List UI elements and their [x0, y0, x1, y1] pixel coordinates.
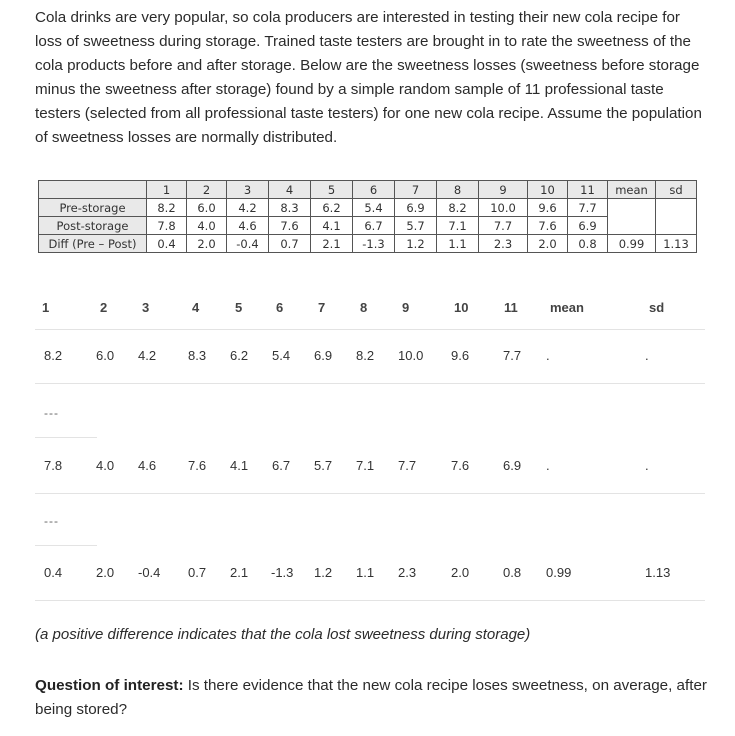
column-header: 9: [402, 300, 410, 315]
cell: 4.0: [187, 217, 227, 235]
cell: 8.3: [188, 348, 207, 363]
cell: 7.7: [568, 199, 608, 217]
mean-cell: .: [546, 348, 550, 363]
column-header: 6: [276, 300, 284, 315]
cell: 1.2: [314, 565, 333, 580]
sd-cell: [656, 199, 697, 217]
image-table-header: 2: [187, 181, 227, 199]
sd-cell: .: [645, 348, 649, 363]
question-label: Question of interest:: [35, 677, 184, 694]
cell: 8.2: [44, 348, 63, 363]
image-table-header: 11: [568, 181, 608, 199]
row-label: Post-storage: [39, 217, 147, 235]
cell: 2.3: [479, 235, 528, 253]
image-table-header: 8: [437, 181, 479, 199]
row-label: Pre-storage: [39, 199, 147, 217]
cell: 6.9: [314, 348, 333, 363]
cell: 7.8: [44, 458, 63, 473]
cell: 8.3: [269, 199, 311, 217]
image-table-header: mean: [608, 181, 656, 199]
image-table-header: 4: [269, 181, 311, 199]
data-table-image: [38, 180, 697, 253]
cell: -0.4: [227, 235, 269, 253]
image-table-header: 5: [311, 181, 353, 199]
image-table-corner: [39, 181, 147, 199]
image-table-header: sd: [656, 181, 697, 199]
cell: 4.6: [138, 458, 157, 473]
data-table-html: [35, 296, 705, 601]
cell: 10.0: [398, 348, 424, 363]
cell: 9.6: [528, 199, 568, 217]
column-header: 8: [360, 300, 368, 315]
cell: 4.2: [227, 199, 269, 217]
row-label: Diff (Pre – Post): [39, 235, 147, 253]
intro-paragraph: Cola drinks are very popular, so cola producers are interested in testing their new cola recipe for loss of sweetness during storage. Trained taste testers are brought in to rate the sweetness of the cola products before and after storage. Below are the sweetness losses (sweetness before storage minus the sweetness after storage) found by a simple random sample of 11 professional taste testers (selected from all professional taste testers) for one new cola recipe. Assume the population of sweetness losses are normally distributed.: [35, 9, 702, 146]
cell: 6.2: [311, 199, 353, 217]
cell: 6.0: [187, 199, 227, 217]
cell: 2.1: [311, 235, 353, 253]
sd-cell: .: [645, 458, 649, 473]
cell: 2.0: [187, 235, 227, 253]
footnote: (a positive difference indicates that the cola lost sweetness during storage): [35, 626, 531, 643]
cell: 10.0: [479, 199, 528, 217]
cell: -1.3: [271, 565, 294, 580]
column-header: 4: [192, 300, 200, 315]
cell: -0.4: [138, 565, 161, 580]
row-divider: [35, 383, 705, 384]
cell: 7.7: [479, 217, 528, 235]
cell: 9.6: [451, 348, 470, 363]
column-header: 3: [142, 300, 150, 315]
row-divider: [35, 600, 705, 601]
cell: 5.4: [272, 348, 291, 363]
mean-cell: [608, 217, 656, 235]
cell: 7.6: [269, 217, 311, 235]
cell: 0.7: [188, 565, 207, 580]
cell: 6.9: [395, 199, 437, 217]
cell: 7.1: [356, 458, 375, 473]
image-table-header-row: [39, 181, 697, 199]
cell: 6.9: [568, 217, 608, 235]
image-table-header: 1: [147, 181, 187, 199]
row-divider: [35, 545, 97, 546]
sd-cell: [656, 217, 697, 235]
cell: 2.1: [230, 565, 249, 580]
cell: 6.7: [353, 217, 395, 235]
cell: 4.2: [138, 348, 157, 363]
question-of-interest: [35, 674, 707, 722]
cell: 8.2: [437, 199, 479, 217]
question-text: Is there evidence that the new cola recipe loses sweetness, on average, after being stored?: [35, 677, 707, 718]
cell: 2.0: [451, 565, 470, 580]
cell: 1.1: [437, 235, 479, 253]
cell: 7.8: [147, 217, 187, 235]
image-table-header: 10: [528, 181, 568, 199]
column-header: 10: [454, 300, 469, 315]
cell: 4.1: [311, 217, 353, 235]
row-divider: [35, 493, 705, 494]
cell: 7.7: [503, 348, 522, 363]
row-divider: [35, 437, 97, 438]
cell: 8.2: [147, 199, 187, 217]
separator-text: ---: [44, 406, 59, 420]
cell: 1.2: [395, 235, 437, 253]
cell: 0.4: [147, 235, 187, 253]
cell: 1.1: [356, 565, 375, 580]
cell: 0.8: [503, 565, 522, 580]
image-table-row: [39, 235, 697, 253]
cell: 4.1: [230, 458, 249, 473]
cell: 8.2: [356, 348, 375, 363]
cell: 6.7: [272, 458, 291, 473]
cell: 7.7: [398, 458, 417, 473]
column-header: 5: [235, 300, 243, 315]
cell: 5.7: [314, 458, 333, 473]
image-table-row: [39, 199, 697, 217]
cell: 0.4: [44, 565, 63, 580]
column-header: 2: [100, 300, 108, 315]
cell: 0.7: [269, 235, 311, 253]
cell: 0.8: [568, 235, 608, 253]
column-header: 11: [504, 300, 518, 315]
image-table-row: [39, 217, 697, 235]
cell: 7.6: [528, 217, 568, 235]
cell: 5.7: [395, 217, 437, 235]
cell: 7.1: [437, 217, 479, 235]
image-table-header: 7: [395, 181, 437, 199]
image-table-header: 9: [479, 181, 528, 199]
cell: 4.6: [227, 217, 269, 235]
image-table-header: 6: [353, 181, 395, 199]
cell: 5.4: [353, 199, 395, 217]
column-header: mean: [550, 300, 584, 315]
cell: 2.3: [398, 565, 417, 580]
cell: 2.0: [528, 235, 568, 253]
cell: -1.3: [353, 235, 395, 253]
separator-text: ---: [44, 514, 59, 528]
column-header: 1: [42, 300, 50, 315]
mean-cell: [608, 199, 656, 217]
column-header: sd: [649, 300, 665, 315]
row-divider: [35, 329, 705, 330]
mean-cell: 0.99: [546, 565, 572, 580]
sd-cell: 1.13: [645, 565, 671, 580]
cell: 7.6: [451, 458, 470, 473]
cell: 6.0: [96, 348, 115, 363]
column-header: 7: [318, 300, 326, 315]
cell: 6.9: [503, 458, 522, 473]
image-table-header: 3: [227, 181, 269, 199]
cell: 2.0: [96, 565, 115, 580]
cell: 6.2: [230, 348, 249, 363]
mean-cell: .: [546, 458, 550, 473]
mean-cell: 0.99: [608, 235, 656, 253]
cell: 4.0: [96, 458, 115, 473]
sd-cell: 1.13: [656, 235, 697, 253]
cell: 7.6: [188, 458, 207, 473]
